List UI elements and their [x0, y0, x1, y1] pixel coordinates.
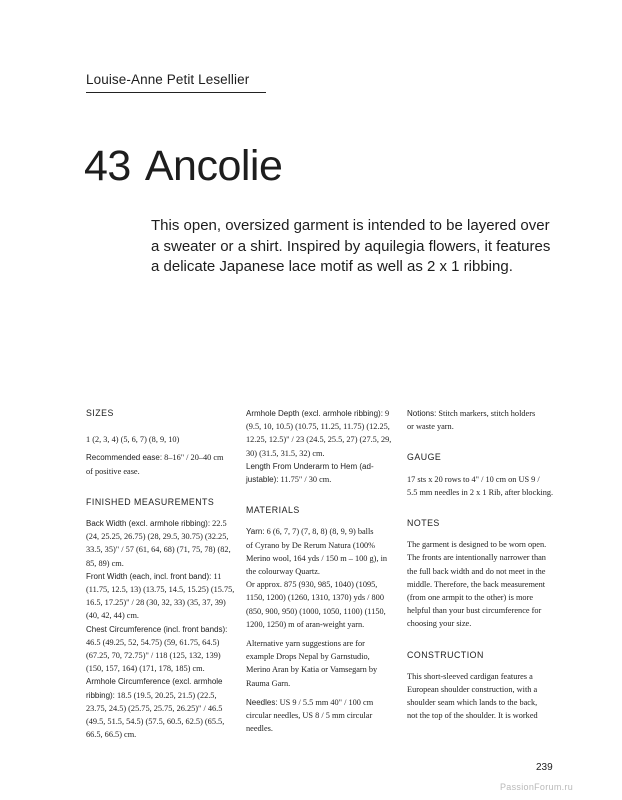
- construction-text: not the top of the shoulder. It is worked: [407, 711, 538, 721]
- ease-text: of positive ease.: [86, 466, 140, 476]
- armhole-circ-text: 66.5, 66.5) cm.: [86, 730, 137, 740]
- yarn-text: (850, 900, 950) (1000, 1050, 1100) (1150,: [246, 606, 386, 616]
- intro-line: a sweater or a shirt. Inspired by aquilegia flowers, it features: [151, 237, 551, 255]
- armhole-depth-label: Armhole Depth (excl. armhole ribbing):: [246, 409, 383, 418]
- needles-text: needles.: [246, 724, 273, 734]
- armhole-circ-label: ribbing):: [86, 690, 115, 700]
- armhole-depth-text: 30) (31.5, 31.5, 32) cm.: [246, 448, 325, 458]
- notes-text: the full back width and do not meet in the: [407, 566, 546, 576]
- back-width-text: 85, 89) cm.: [86, 558, 124, 568]
- author-divider: [86, 92, 266, 93]
- gauge-text: 17 sts x 20 rows to 4" / 10 cm on US 9 /: [407, 474, 540, 484]
- front-width-text: 16.5, 17.25)" / 28 (30, 32, 33) (35, 37, 39): [86, 598, 226, 608]
- gauge-text: 5.5 mm needles in 2 x 1 Rib, after blocking.: [407, 487, 554, 497]
- length-label: justable):: [246, 475, 279, 485]
- notes-text: helpful than your bust circumference for: [407, 606, 542, 616]
- needles-label: Needles:: [246, 697, 278, 707]
- ease-text: 8–16" / 20–40 cm: [162, 453, 224, 463]
- back-width-label: Back Width (excl. armhole ribbing):: [86, 519, 211, 529]
- ease-label: Recommended ease:: [86, 453, 163, 463]
- column-sizes: [86, 407, 240, 741]
- pattern-number: 43: [84, 142, 131, 190]
- pattern-name: Ancolie: [144, 142, 283, 190]
- yarn-text: of Cyrano by De Rerum Natura (100%: [246, 540, 376, 550]
- back-width-text: (24, 25.25, 26.75) (28, 29.5, 30.75) (32.25,: [86, 532, 229, 542]
- intro-paragraph: [151, 216, 551, 278]
- yarn-text: 6 (6, 7, 7) (7, 8, 8) (8, 9, 9) balls: [264, 527, 374, 537]
- armhole-circ-text: 23.75, 24.5) (25.75, 25.75, 26.25)" / 46.5: [86, 703, 223, 713]
- sizes-heading: SIZES: [86, 408, 114, 418]
- page-number: 239: [536, 762, 553, 773]
- yarn-text: Merino wool, 164 yds / 150 m – 100 g), in: [246, 553, 388, 563]
- intro-line: This open, oversized garment is intended to be layered over: [151, 217, 550, 234]
- intro-line: a delicate Japanese lace motif as well as 2 x 1 ribbing.: [151, 258, 513, 275]
- alt-yarn-text: example Drops Nepal by Garnstudio,: [246, 652, 370, 662]
- notes-heading: NOTES: [407, 518, 440, 529]
- chest-text: 46.5 (49.25, 52, 54.75) (59, 61.75, 64.5): [86, 637, 220, 647]
- alt-yarn-text: Merino Aran by Katia or Vamsegarn by: [246, 665, 378, 675]
- chest-text: (150, 157, 164) (171, 178, 185) cm.: [86, 664, 205, 674]
- finished-measurements-heading: FINISHED MEASUREMENTS: [86, 496, 215, 507]
- author-name: Louise-Anne Petit Lesellier: [86, 72, 250, 87]
- alt-yarn-text: Alternative yarn suggestions are for: [246, 639, 365, 649]
- yarn-text: the colourway Quartz.: [246, 567, 320, 577]
- construction-text: This short-sleeved cardigan features a: [407, 671, 533, 681]
- materials-heading: MATERIALS: [246, 505, 300, 516]
- notions-text: or waste yarn.: [407, 422, 454, 432]
- back-width-text: 22.5: [210, 519, 227, 529]
- notes-text: (from one armpit to the other) is more: [407, 593, 534, 603]
- gauge-heading: GAUGE: [407, 452, 442, 463]
- yarn-text: Or approx. 875 (930, 985, 1040) (1095,: [246, 580, 378, 590]
- armhole-circ-label: Armhole Circumference (excl. armhole: [86, 677, 223, 687]
- notes-text: The garment is designed to be worn open.: [407, 540, 547, 550]
- sizes-value: 1 (2, 3, 4) (5, 6, 7) (8, 9, 10): [86, 435, 180, 445]
- column-materials: [246, 407, 402, 735]
- construction-text: European shoulder construction, with a: [407, 685, 538, 695]
- notes-text: The fronts are intentionally narrower than: [407, 553, 546, 563]
- construction-text: shoulder seam which lands to the back,: [407, 698, 538, 708]
- armhole-circ-text: (49.5, 51.5, 54.5) (57.5, 60.5, 62.5) (65.5,: [86, 717, 225, 727]
- yarn-text: 1150, 1200) (1260, 1310, 1370) yds / 800: [246, 593, 384, 603]
- construction-heading: CONSTRUCTION: [407, 649, 484, 660]
- armhole-depth-text: 9: [382, 409, 390, 418]
- notes-text: choosing your size.: [407, 619, 472, 629]
- length-label: Length From Underarm to Hem (ad-: [246, 461, 374, 471]
- notions-text: Stitch markers, stitch holders: [436, 409, 536, 418]
- armhole-circ-text: 18.5 (19.5, 20.25, 21.5) (22.5,: [114, 690, 217, 700]
- armhole-depth-text: (9.5, 10, 10.5) (10.75, 11.25, 11.75) (12.25,: [246, 422, 390, 432]
- yarn-text: 1200, 1250) m of aran-weight yarn.: [246, 619, 365, 629]
- column-notes: [407, 407, 557, 723]
- front-width-label: Front Width (each, incl. front band):: [86, 571, 212, 581]
- pattern-title: [84, 142, 283, 190]
- notes-text: middle. Therefore, the back measurement: [407, 579, 546, 589]
- watermark: PassionForum.ru: [500, 782, 574, 792]
- length-text: 11.75" / 30 cm.: [278, 475, 332, 485]
- notions-label: Notions:: [407, 409, 437, 418]
- chest-text: (67.25, 70, 72.75)" / 118 (125, 132, 139): [86, 651, 221, 661]
- chest-label: Chest Circumference (incl. front bands):: [86, 624, 228, 634]
- alt-yarn-text: Rauma Garn.: [246, 678, 291, 688]
- front-width-text: 11: [211, 571, 222, 581]
- armhole-depth-text: 12.25, 12.5)" / 23 (24.5, 25.5, 27) (27.5, 29,: [246, 435, 392, 445]
- back-width-text: 33.5, 35)" / 57 (61, 64, 68) (71, 75, 78) (82,: [86, 545, 231, 555]
- front-width-text: (40, 42, 44) cm.: [86, 611, 139, 621]
- needles-text: circular needles, US 8 / 5 mm circular: [246, 711, 373, 721]
- front-width-text: (11.75, 12.5, 13) (13.75, 14.5, 15.25) (15.75,: [86, 585, 235, 595]
- yarn-label: Yarn:: [246, 527, 265, 537]
- needles-text: US 9 / 5.5 mm 40" / 100 cm: [277, 697, 374, 707]
